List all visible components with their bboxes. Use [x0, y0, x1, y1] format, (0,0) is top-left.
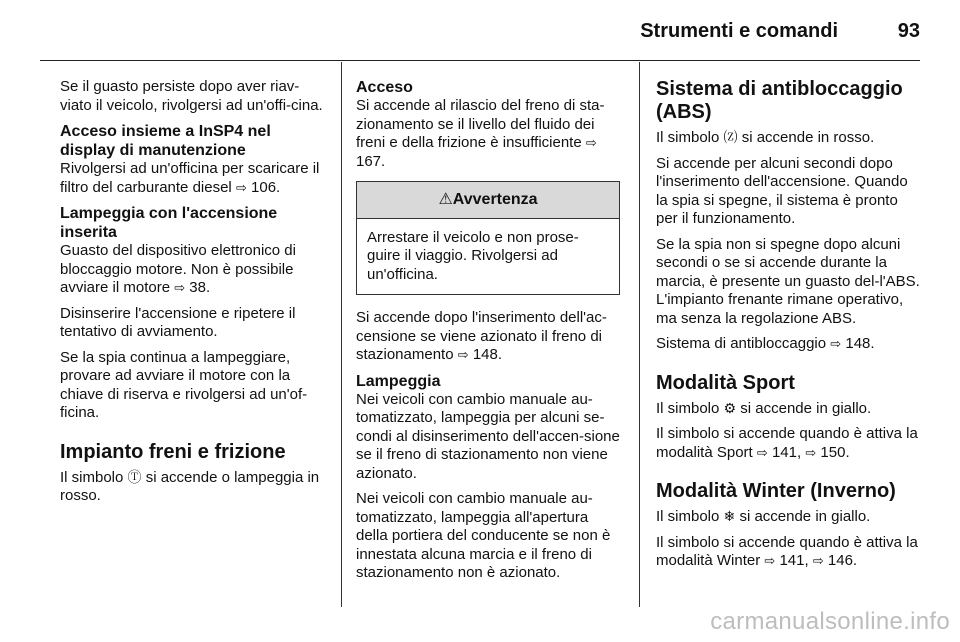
subheading: Lampeggia: [356, 372, 441, 390]
paragraph: Il simbolo ⒵ si accende in rosso.: [656, 129, 875, 146]
paragraph: Se la spia non si spegne dopo alcuni secondi o se si accende durante la marcia, è presente un guasto del-l'ABS. L'impianto frenante rimane operativo, ma senza la regolazione ABS.: [656, 235, 920, 327]
column-2: [356, 78, 620, 590]
paragraph: Il simbolo Ⓣ si accende o lampeggia in rosso.: [60, 468, 320, 504]
page-ref-arrow-icon: ⇨: [830, 336, 842, 351]
page-ref-arrow-icon: ⇨: [756, 444, 768, 460]
page-ref-arrow-icon: ⇨: [812, 553, 824, 568]
section-heading: Modalità Winter (Inverno): [656, 480, 896, 502]
brake-warning-icon: Ⓣ: [127, 468, 142, 485]
column-divider: [639, 62, 640, 607]
page-ref-arrow-icon: ⇨: [805, 444, 817, 460]
section-heading: Modalità Sport: [656, 371, 795, 394]
paragraph: Si accende dopo l'inserimento dell'ac-censione se viene azionato il freno di stazionamento ⇨ 148.: [356, 309, 607, 363]
column-3: [656, 78, 920, 578]
warning-triangle-icon: ⚠: [438, 191, 453, 208]
column-divider: [341, 62, 342, 607]
paragraph: Sistema di antibloccaggio ⇨ 148.: [656, 335, 875, 352]
paragraph: Se la spia continua a lampeggiare, provare ad avviare il motore con la chiave di riserva e rivolgersi ad un'of-ficina.: [60, 348, 308, 421]
page-ref-arrow-icon: ⇨: [174, 280, 186, 295]
page-number: 93: [897, 20, 920, 42]
page-ref-arrow-icon: ⇨: [457, 347, 469, 362]
paragraph: Il simbolo ❄ si accende in giallo.: [656, 508, 871, 525]
paragraph: Guasto del dispositivo elettronico di bloccaggio motore. Non è possibile avviare il motore ⇨ 38.: [60, 242, 296, 296]
paragraph: Si accende al rilascio del freno di sta-zionamento se il livello del fluido dei freni e della frizione è insufficiente ⇨ 167.: [356, 97, 605, 170]
subheading: Acceso insieme a InSP4 nel display di manutenzione: [60, 123, 271, 159]
warning-box: [356, 181, 620, 295]
paragraph: Disinserire l'accensione e ripetere il tentativo di avviamento.: [60, 304, 296, 340]
paragraph: Se il guasto persiste dopo aver riav-viato il veicolo, rivolgersi ad un'offi-cina.: [60, 78, 323, 114]
paragraph: Nei veicoli con cambio manuale au-tomatizzato, lampeggia all'apertura della portiera del conducente se non è innestata alcuna marcia e il freno di stazionamento non è azionato.: [356, 490, 611, 581]
column-1: [60, 78, 324, 513]
page-ref-arrow-icon: ⇨: [235, 179, 247, 195]
abs-warning-icon: ⒵: [723, 129, 738, 145]
page-ref-arrow-icon: ⇨: [585, 135, 597, 150]
subheading: Lampeggia con l'accensione inserita: [60, 205, 278, 241]
page-header: [40, 0, 920, 61]
paragraph: Il simbolo si accende quando è attiva la modalità Winter ⇨ 141, ⇨ 146.: [656, 533, 918, 569]
paragraph: Il simbolo ⚙ si accende in giallo.: [656, 399, 872, 417]
header-title: Strumenti e comandi: [640, 20, 838, 42]
warning-text: Arrestare il veicolo e non prose-guire il viaggio. Rivolgersi ad un'officina.: [367, 228, 579, 283]
section-heading: Impianto freni e frizione: [60, 440, 286, 463]
snowflake-icon: ❄: [723, 508, 736, 524]
paragraph: Si accende per alcuni secondi dopo l'inserimento dell'accensione. Quando la spia si spegne, il sistema è pronto per il funzionamento.: [656, 154, 908, 227]
section-heading: Sistema di antibloccaggio (ABS): [656, 78, 903, 123]
paragraph: Rivolgersi ad un'officina per scaricare il filtro del carburante diesel ⇨ 106.: [60, 160, 320, 196]
page-ref-arrow-icon: ⇨: [764, 553, 776, 568]
watermark: carmanualsonline.info: [710, 608, 950, 635]
subheading: Acceso: [356, 79, 413, 96]
sport-mode-icon: ⚙: [723, 399, 737, 416]
paragraph: Nei veicoli con cambio manuale au-tomatizzato, lampeggia per alcuni se-condi al disinserimento dell'accen-sione se il freno di stazionamento non viene azionato.: [356, 390, 620, 482]
warning-header: ⚠Avvertenza: [357, 182, 619, 219]
paragraph: Il simbolo si accende quando è attiva la modalità Sport ⇨ 141, ⇨ 150.: [656, 425, 918, 461]
